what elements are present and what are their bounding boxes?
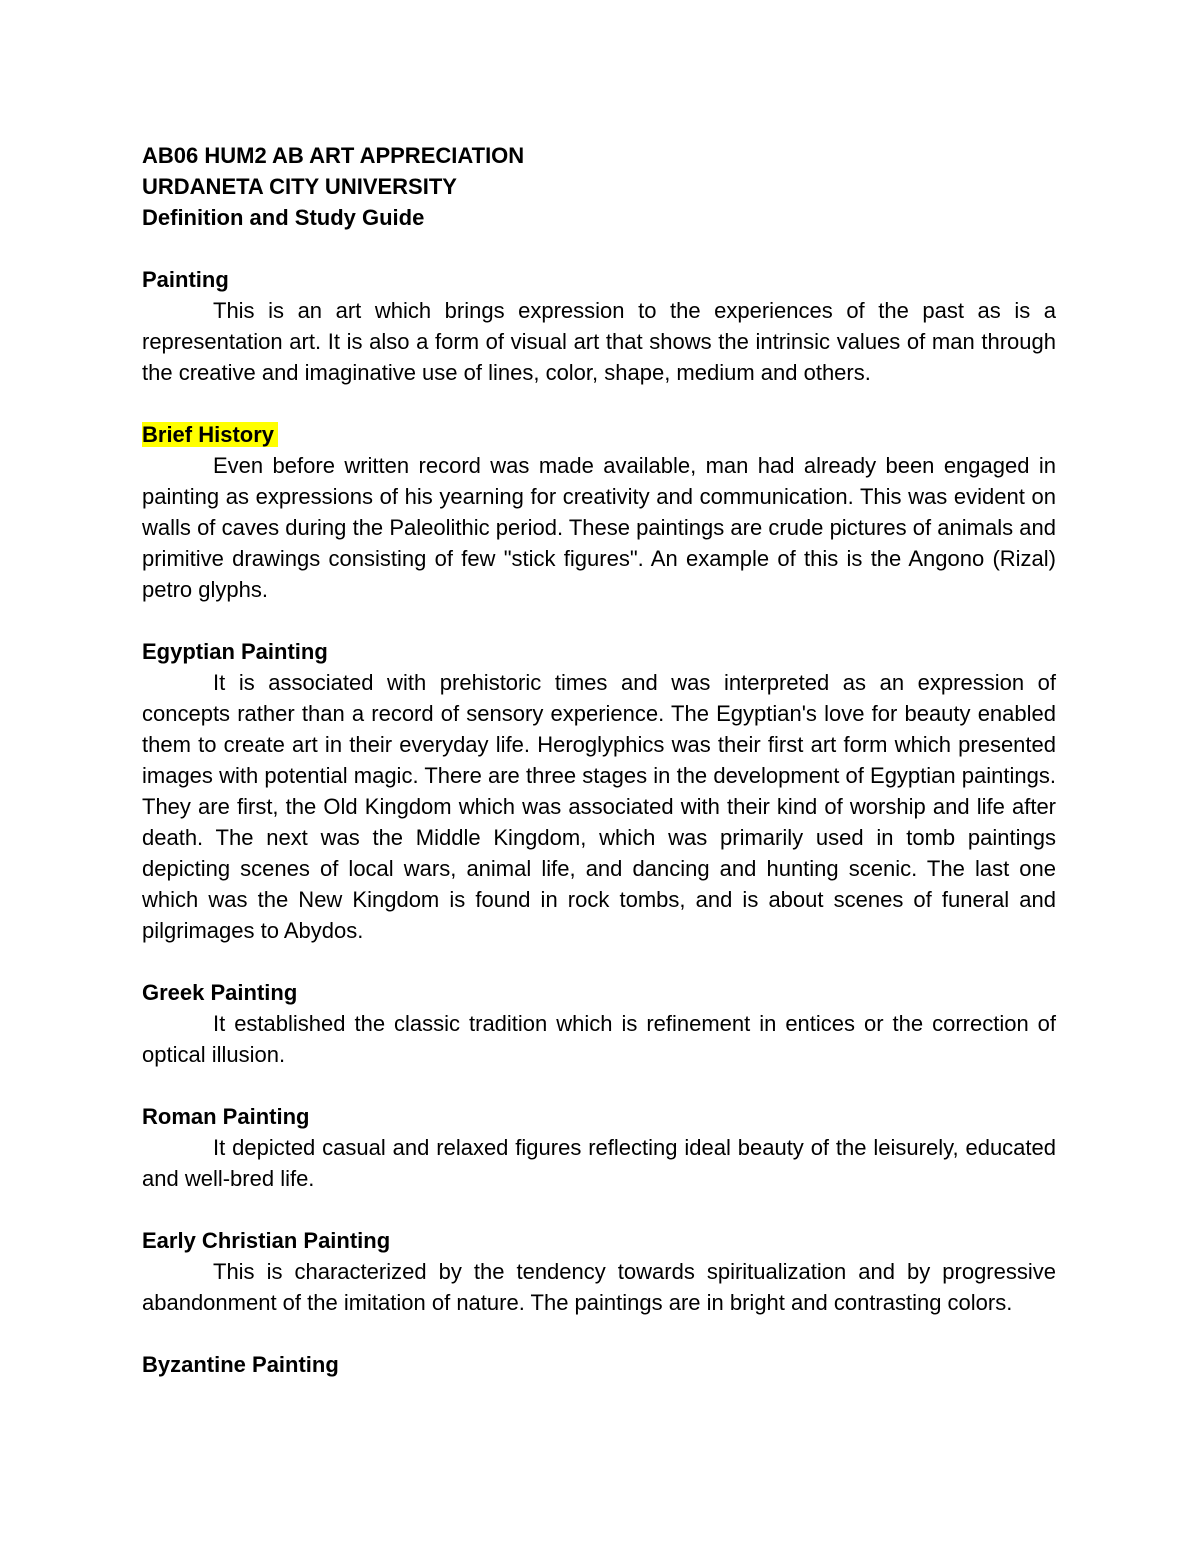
section-title: Greek Painting xyxy=(142,980,298,1005)
university-name: URDANETA CITY UNIVERSITY xyxy=(142,174,457,199)
section-brief-history xyxy=(142,419,1056,605)
course-title: AB06 HUM2 AB ART APPRECIATION xyxy=(142,143,525,168)
section-title: Roman Painting xyxy=(142,1104,310,1129)
section-body: This is an art which brings expression to the experiences of the past as is a representation art. It is also a form of visual art that shows the intrinsic values of man through the creative and imaginative use of lines, color, shape, medium and others. xyxy=(142,298,1056,385)
section-body: It established the classic tradition which is refinement in entices or the correction of optical illusion. xyxy=(142,1011,1056,1067)
section-body: Even before written record was made available, man had already been engaged in painting as expressions of his yearning for creativity and communication. This was evident on walls of caves during the Paleolithic period. These paintings are crude pictures of animals and primitive drawings consisting of few "stick figures". An example of this is the Angono (Rizal) petro glyphs. xyxy=(142,453,1056,602)
document-subtitle: Definition and Study Guide xyxy=(142,205,425,230)
section-title: Byzantine Painting xyxy=(142,1352,339,1377)
section-title: Egyptian Painting xyxy=(142,639,328,664)
document-page xyxy=(142,140,1056,1380)
section-title xyxy=(142,419,1056,450)
highlighted-title: Brief History xyxy=(142,422,278,447)
section-greek-painting xyxy=(142,977,1056,1070)
section-egyptian-painting xyxy=(142,636,1056,946)
section-title: Early Christian Painting xyxy=(142,1228,391,1253)
section-painting xyxy=(142,264,1056,388)
section-body: It is associated with prehistoric times and was interpreted as an expression of concepts rather than a record of sensory experience. The Egyptian's love for beauty enabled them to create art in their everyday life. Heroglyphics was their first art form which presented images with potential magic. There are three stages in the development of Egyptian paintings. They are first, the Old Kingdom which was associated with their kind of worship and life after death. The next was the Middle Kingdom, which was primarily used in tomb paintings depicting scenes of local wars, animal life, and dancing and hunting scenic. The last one which was the New Kingdom is found in rock tombs, and is about scenes of funeral and pilgrimages to Abydos. xyxy=(142,670,1056,943)
section-body: It depicted casual and relaxed figures reflecting ideal beauty of the leisurely, educated and well-bred life. xyxy=(142,1135,1056,1191)
section-early-christian-painting xyxy=(142,1225,1056,1318)
section-byzantine-painting xyxy=(142,1349,1056,1380)
section-roman-painting xyxy=(142,1101,1056,1194)
section-body: This is characterized by the tendency towards spiritualization and by progressive abandonment of the imitation of nature. The paintings are in bright and contrasting colors. xyxy=(142,1259,1056,1315)
section-title: Painting xyxy=(142,267,229,292)
